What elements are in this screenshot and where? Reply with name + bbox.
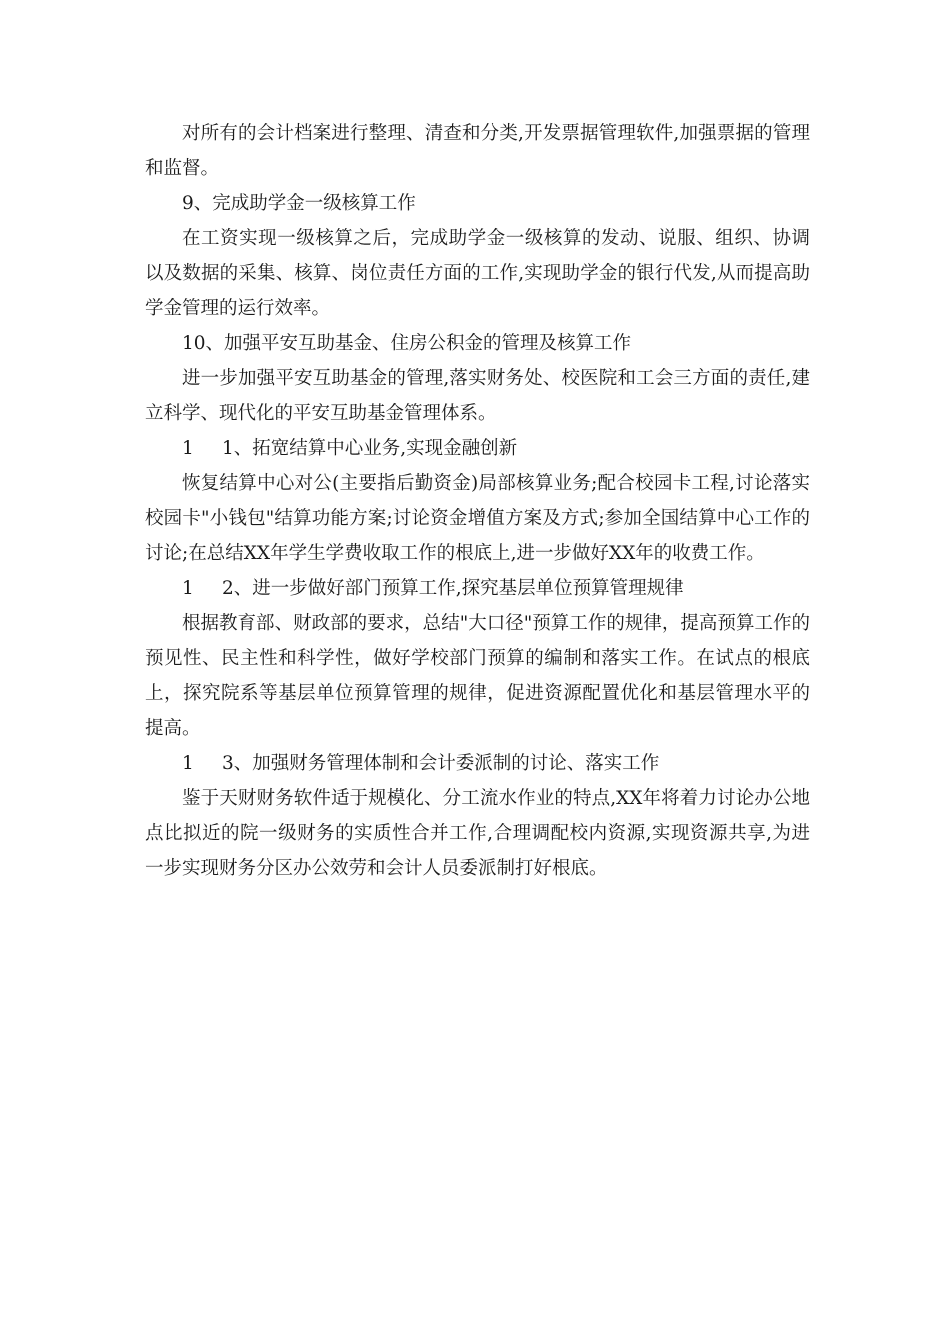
paragraph-settlement-center: 恢复结算中心对公(主要指后勤资金)局部核算业务;配合校园卡工程,讨论落实校园卡"小钱包"结算功能方案;讨论资金增值方案及方式;参加全国结算中心工作的讨论;在总结XX年学生学费收取工作的根底上,进一步做好XX年的收费工作。 bbox=[145, 473, 810, 564]
document-body bbox=[145, 116, 810, 886]
section-heading-text: 1、拓宽结算中心业务,实现金融创新 bbox=[222, 438, 518, 459]
section-heading-9: 9、完成助学金一级核算工作 bbox=[182, 193, 416, 214]
section-heading-text: 2、进一步做好部门预算工作,探究基层单位预算管理规律 bbox=[222, 578, 684, 599]
paragraph-scholarship-accounting: 在工资实现一级核算之后，完成助学金一级核算的发动、说服、组织、协调以及数据的采集、核算、岗位责任方面的工作,实现助学金的银行代发,从而提高助学金管理的运行效率。 bbox=[145, 228, 810, 319]
section-heading-10: 10、加强平安互助基金、住房公积金的管理及核算工作 bbox=[182, 333, 632, 354]
paragraph-finance-system: 鉴于天财财务软件适于规模化、分工流水作业的特点,XX年将着力讨论办公地点比拟近的院一级财务的实质性合并工作,合理调配校内资源,实现资源共享,为进一步实现财务分区办公效劳和会计人员委派制打好根底。 bbox=[145, 788, 810, 879]
section-number-prefix: 1 bbox=[182, 753, 194, 774]
section-heading-text: 3、加强财务管理体制和会计委派制的讨论、落实工作 bbox=[222, 753, 660, 774]
section-heading-13 bbox=[145, 746, 810, 781]
paragraph-mutual-aid-fund: 进一步加强平安互助基金的管理,落实财务处、校医院和工会三方面的责任,建立科学、现代化的平安互助基金管理体系。 bbox=[145, 368, 810, 424]
section-heading-12 bbox=[145, 571, 810, 606]
paragraph-department-budget: 根据教育部、财政部的要求，总结"大口径"预算工作的规律，提高预算工作的预见性、民主性和科学性，做好学校部门预算的编制和落实工作。在试点的根底上，探究院系等基层单位预算管理的规律，促进资源配置优化和基层管理水平的提高。 bbox=[145, 613, 810, 739]
section-heading-11 bbox=[145, 431, 810, 466]
section-number-prefix: 1 bbox=[182, 578, 194, 599]
section-number-prefix: 1 bbox=[182, 438, 194, 459]
paragraph-archive-management: 对所有的会计档案进行整理、清查和分类,开发票据管理软件,加强票据的管理和监督。 bbox=[145, 123, 810, 179]
